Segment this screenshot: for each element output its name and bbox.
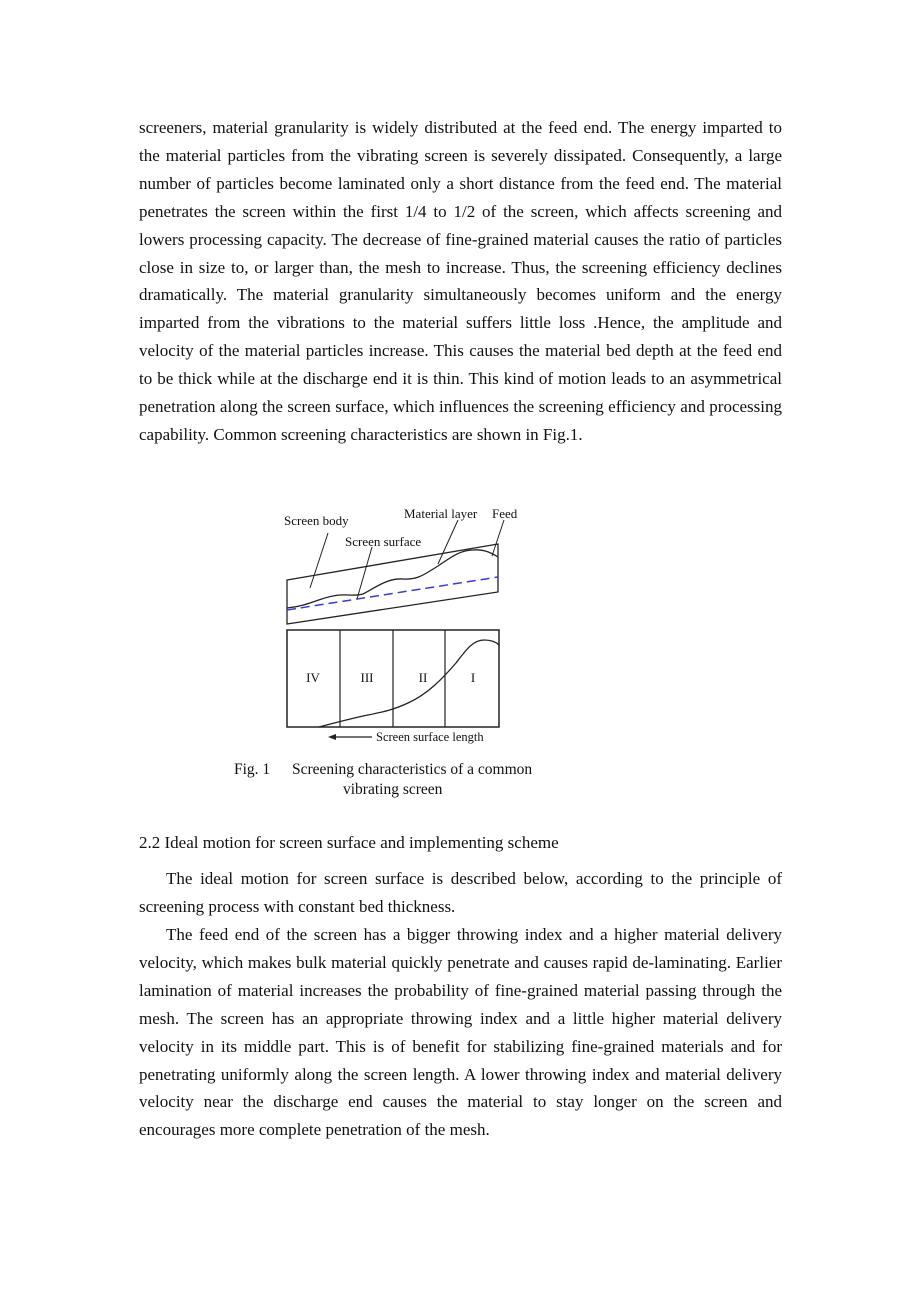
label-feed: Feed: [492, 506, 518, 521]
section-heading: 2.2 Ideal motion for screen surface and implementing scheme: [139, 833, 559, 852]
label-screen-surface: Screen surface: [345, 534, 422, 549]
caption-line-2: vibrating screen: [343, 781, 443, 798]
paragraph-feed-end-details: The feed end of the screen has a bigger throwing index and a higher material delivery velocity, which makes bulk material quickly penetrate and causes rapid de-laminating. Earlier lamination of material increases the probability of fine-grained material passing through the mesh. The screen has an appropriate throwing index and a little higher material delivery velocity in its middle part. This is of benefit for stabilizing fine-grained materials and for penetrating uniformly along the screen length. A lower throwing index and material delivery velocity near the discharge end causes the material to stay longer on the screen and encourages more complete penetration of the mesh.: [139, 925, 782, 1140]
caption-line-1: Screening characteristics of a common: [292, 761, 533, 778]
figure-caption: [234, 760, 584, 800]
figure-1: [228, 500, 588, 810]
left-arrow-icon: [328, 734, 336, 740]
figure-number: Fig. 1: [234, 761, 271, 778]
screen-surface-line: [287, 577, 498, 610]
paragraph-screening-intro: screeners, material granularity is widely distributed at the feed end. The energy imparted to the material particles from the vibrating screen is severely dissipated. Consequently, a large number of particles become laminated only a short distance from the feed end. The material penetrates the screen within the first 1/4 to 1/2 of the screen, which affects screening and lowers processing capacity. The decrease of fine-grained material causes the ratio of particles close in size to, or larger than, the mesh to increase. Thus, the screening efficiency declines dramatically. The material granularity simultaneously becomes uniform and the energy imparted from the vibrations to the material suffers little loss .Hence, the amplitude and velocity of the material particles increase. This causes the material bed depth at the feed end to be thick while at the discharge end it is thin. This kind of motion leads to an asymmetrical penetration along the screen surface, which influences the screening efficiency and processing capability. Common screening characteristics are shown in Fig.1.: [139, 118, 782, 444]
zone-label-ii: II: [418, 670, 428, 685]
screen-body-leader: [310, 533, 328, 588]
label-material-layer: Material layer: [404, 506, 478, 521]
material-layer-curve: [287, 550, 498, 608]
screen-body-outline: [287, 544, 498, 624]
paragraph-ideal-motion: The ideal motion for screen surface is described below, according to the principle of screening process with constant bed thickness.: [139, 869, 782, 916]
zone-label-iii: III: [360, 670, 374, 685]
label-screen-surface-length: Screen surface length: [376, 730, 484, 744]
material-layer-leader: [438, 520, 458, 564]
screen-surface-leader: [357, 547, 372, 599]
figure-1-diagram: [228, 500, 588, 750]
zone-label-i: I: [470, 670, 476, 685]
zone-label-iv: IV: [306, 670, 320, 685]
label-screen-body: Screen body: [284, 513, 349, 528]
